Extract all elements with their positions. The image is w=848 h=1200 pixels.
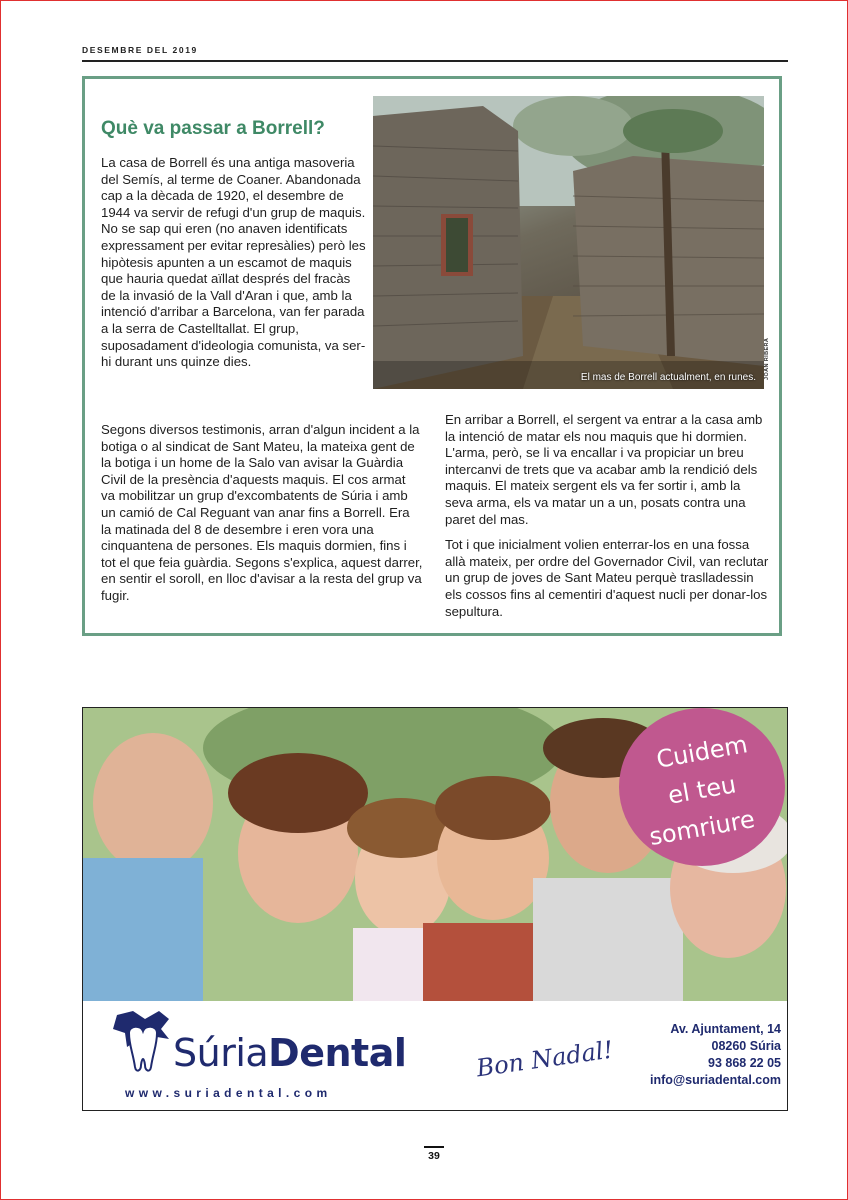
paragraph: Tot i que inicialment volien enterrar-los en una fossa allà mateix, per ordre del Governador Civil, van reclutar un grup de joves de Sant Mateu perquè traslladessin els cossos fins al cementiri d'aquest nucli per donar-los sepultura. bbox=[445, 537, 769, 619]
badge-line: el teu bbox=[665, 770, 739, 810]
paragraph: Segons diversos testimonis, arran d'algun incident a la botiga o al sindicat de Sant Mateu, la mateixa gent de la botiga i un home de la Salo van avisar la Guàrdia Civil de la presència d'aquests maquis. El cos armat va mobilitzar un grup d'excombatents de Súria i amb un camió de Cal Reguant van anar fins a Borrell. Era la matinada del 8 de desembre i eren vora una cinquantena de persones. Els maquis dormien, fins i tot el que feia guàrdia. Segons s'explica, aquest darrer, en sentir el soroll, en lloc d'avisar a la resta del grup va fugir. bbox=[101, 422, 423, 603]
article-column-right bbox=[445, 412, 770, 629]
article-photo bbox=[373, 96, 764, 389]
article-column-left-top bbox=[101, 155, 366, 380]
holiday-greeting: Bon Nadal! bbox=[474, 1035, 615, 1083]
page-number-rule bbox=[424, 1146, 444, 1148]
photo-caption: El mas de Borrell actualment, en runes. bbox=[580, 372, 756, 383]
brand-url: www.suriadental.com bbox=[125, 1086, 332, 1100]
badge-line: Cuidem bbox=[654, 730, 750, 774]
ad-slogan-badge bbox=[619, 708, 785, 866]
brand-name-second: Dental bbox=[268, 1031, 407, 1075]
brand-name bbox=[173, 1031, 406, 1075]
article-title: Què va passar a Borrell? bbox=[101, 118, 325, 139]
contact-info bbox=[650, 1021, 781, 1089]
paragraph: En arribar a Borrell, el sergent va entrar a la casa amb la intenció de matar els nou maquis que hi dormien. L'arma, però, se li va encallar i va propiciar un breu intercanvi de trets que va acabar amb la rendició dels maquis. El mateix sergent els va fer sortir i, amb la seva arma, els va matar un a un, posats contra una paret del mas. bbox=[445, 412, 763, 527]
contact-email: info@suriadental.com bbox=[650, 1073, 781, 1087]
ad-footer bbox=[83, 1001, 787, 1110]
header-rule bbox=[82, 60, 788, 62]
tooth-logo-icon bbox=[111, 1009, 173, 1077]
photo-credit: JOAN RIBERA bbox=[764, 337, 770, 381]
article-column-left-bottom bbox=[101, 422, 423, 614]
ruins-illustration bbox=[373, 96, 764, 389]
contact-phone: 93 868 22 05 bbox=[708, 1056, 781, 1070]
badge-line: somriure bbox=[647, 804, 757, 852]
contact-address: Av. Ajuntament, 14 bbox=[670, 1022, 781, 1036]
issue-date: DESEMBRE DEL 2019 bbox=[82, 45, 198, 55]
advertisement bbox=[82, 707, 788, 1111]
page-number: 39 bbox=[428, 1150, 440, 1162]
brand-name-first: Súria bbox=[173, 1031, 269, 1075]
paragraph: La casa de Borrell és una antiga masoveria del Semís, al terme de Coaner. Abandonada cap a la dècada de 1920, el desembre de 1944 va servir de refugi d'un grup de maquis. No se sap qui eren (no anaven identificats expressament per evitar represàlies) però les hipòtesis apunten a un escamot de maquis que hauria quedat aïllat després del fracàs de la invasió de la Vall d'Aran i que, amb la intenció d'arribar a Barcelona, van fer parada a la serra de Castelltallat. El grup, suposadament d'ideologia comunista, va ser-hi durant uns quinze dies. bbox=[101, 155, 366, 370]
ad-family-photo bbox=[83, 708, 787, 1001]
contact-postal: 08260 Súria bbox=[711, 1039, 781, 1053]
